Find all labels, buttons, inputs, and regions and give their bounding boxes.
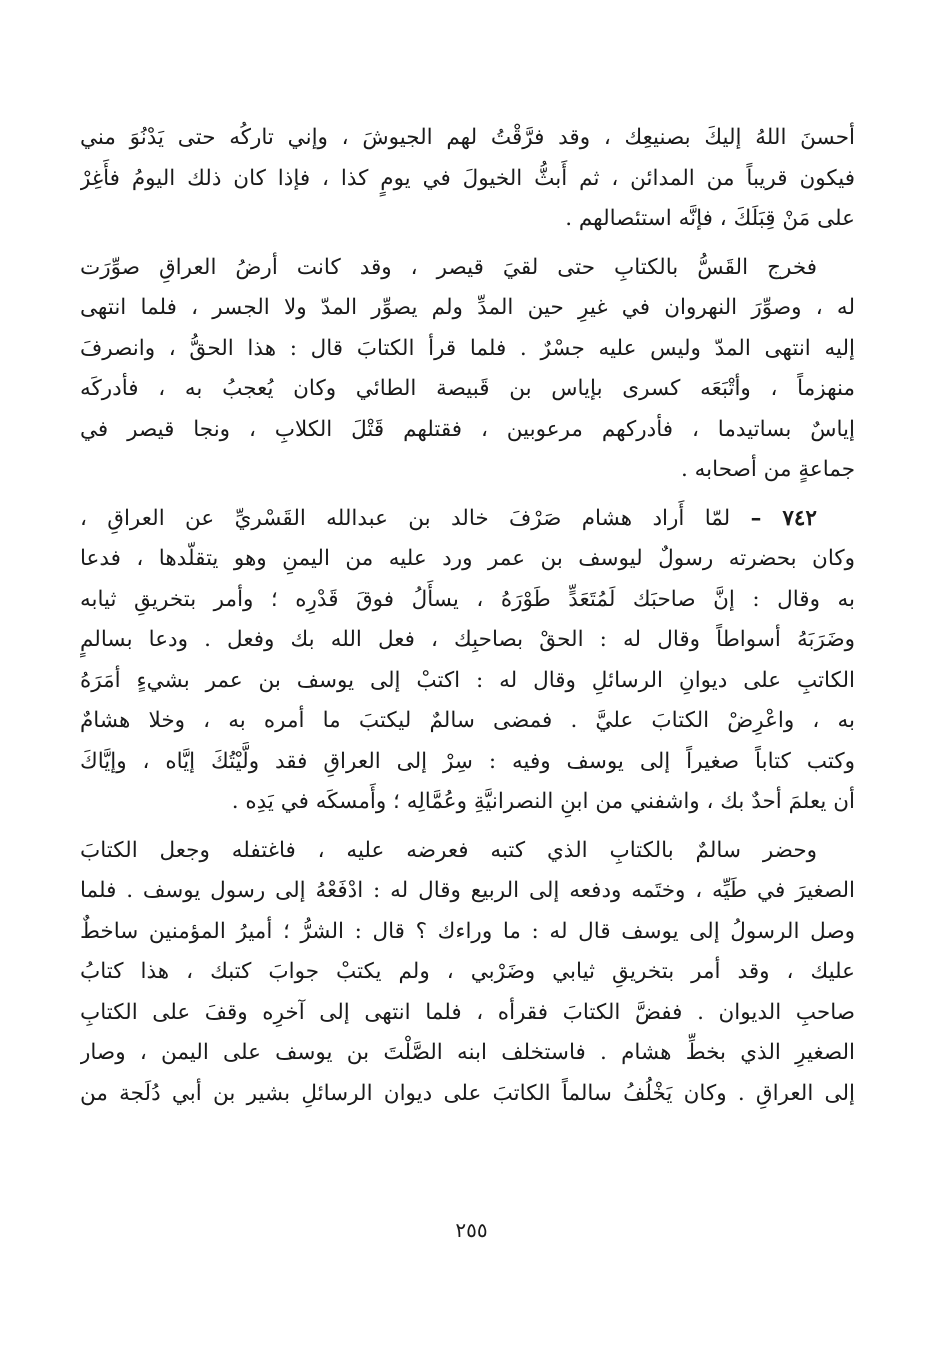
text-line: أحسنَ اللهُ إليكَ بصنيعِك ، وقد فرَّقْتُ لهم الجيوشَ ، وإني تاركُه حتى يَدْنُوَ مني <box>80 125 855 150</box>
body-text <box>80 118 855 1114</box>
page-number: ٢٥٥ <box>455 1218 488 1242</box>
text-line: وضَرَبَهُ أسواطاً وقال له : الحقْ بصاحبِك ، فعل الله بك وفعل . ودعا بسالمٍ <box>80 627 855 652</box>
text-line: فخرج القَسُّ بالكتابِ حتى لقيَ قيصر ، وقد كانت أرضُ العراقِ صوِّرَت <box>80 254 817 280</box>
paragraph-4 <box>80 831 855 1115</box>
text-line: فيكون قريباً من المدائن ، ثم أَبثُّ الخيولَ في يومٍ كذا ، فإذا كان ذلك اليومُ فأَغِرْ <box>80 165 855 191</box>
text-line: الصغيرِ الذي بخطِّ هشام . فاستخلف ابنه الصَّلْتَ بن يوسف على اليمن ، وصار <box>80 1040 855 1065</box>
text-line <box>80 499 855 540</box>
text-line: منهزماً ، وأتْبَعَه كسرى بإياس بن قَبيصة الطائي وكان يُعجبُ به ، فأدركَه <box>80 376 855 401</box>
text-line: إياسٌ بساتيدما ، فأدركهم مرعوبين ، فقتلهم قَتْلَ الكلابِ ، ونجا قيصر في <box>80 416 855 442</box>
text-line: على مَنْ قِبَلَكَ ، فإنَّه استئصالهم . <box>565 206 855 231</box>
text-line: به ، واعْرِضْ الكتابَ عليَّ . فمضى سالمٌ ليكتبَ ما أمره به ، وخلا هشامٌ <box>80 708 855 733</box>
text-line: عليك ، وقد أمر بتخريقِ ثيابي وضَرْبي ، ولم يكتبْ جوابَ كتبك ، هذا كتابُ <box>80 959 855 984</box>
text-line: أن يعلمَ أحدٌ بك ، واشفني من ابنِ النصرانيَّةِ وعُمَّالِه ؛ وأَمسكَه في يَدِه . <box>231 789 855 814</box>
paragraph-3 <box>80 499 855 823</box>
paragraph-gap <box>80 240 855 248</box>
text-line: وحضر سالمٌ بالكتابِ الذي كتبه فعرضه عليه ، فاغتفله وجعل الكتابَ <box>80 837 817 863</box>
text-line: الكاتبِ على ديوانِ الرسائلِ وقال له : اكتبْ إلى يوسف بن عمر بشيءٍ أمَرَهُ <box>80 667 855 693</box>
text-line: وكتب كتاباً صغيراً إلى يوسف وفيه : سِرْ إلى العراقِ فقد ولَّيْتُكَ إيَّاه ، وإيَّاكَ <box>80 748 855 774</box>
paragraph-gap <box>80 491 855 499</box>
text-line: له ، وصوِّرَ النهروان في غيرِ حين المدِّ ولم يصوِّر المدّ ولا الجسر ، فلما انتهى <box>80 295 855 320</box>
text-line: وكان بحضرته رسولٌ ليوسف بن عمر ورد عليه من اليمنِ وهو يتقلّدها ، فدعا <box>80 546 855 571</box>
entry-number: ٧٤٢ – <box>750 505 817 531</box>
text-line: وصل الرسولُ إلى يوسف قال له : ما وراءك ؟ قال : الشرُّ ؛ أميرُ المؤمنين ساخطٌ <box>80 918 855 944</box>
text-line: إليه انتهى المدّ وليس عليه جسْرٌ . فلما قرأ الكتابَ قال : هذا الحقُّ ، وانصرفَ <box>80 335 855 361</box>
text-line: الصغيرَ في طَيِّه ، وختَمه ودفعه إلى الربيع وقال له : ادْفَعْهُ إلى رسول يوسف . فلما <box>80 878 855 903</box>
paragraph-gap <box>80 823 855 831</box>
paragraph-1 <box>80 118 855 240</box>
text-line: به وقال : إنَّ صاحبَك لَمُتَعَدٍّ طَوْرَهُ ، يسأَلُ فوقَ قَدْرِه ؛ وأمر بتخريقِ ثيابه <box>80 586 855 612</box>
paragraph-2 <box>80 248 855 491</box>
text-line-content: لمّا أَراد هشام صَرْفَ خالد بن عبدالله القَسْريِّ عن العراقِ ، <box>80 505 731 531</box>
text-line: جماعةٍ من أصحابه . <box>680 457 855 482</box>
text-line: إلى العراقِ . وكان يَخْلُفُ سالماً الكاتبَ على ديوان الرسائلِ بشير بن أبي دُلَجة من <box>80 1080 855 1106</box>
text-line: صاحبِ الديوان . ففضَّ الكتابَ فقرأه ، فلما انتهى إلى آخرِه وقفَ على الكتابِ <box>80 999 855 1025</box>
